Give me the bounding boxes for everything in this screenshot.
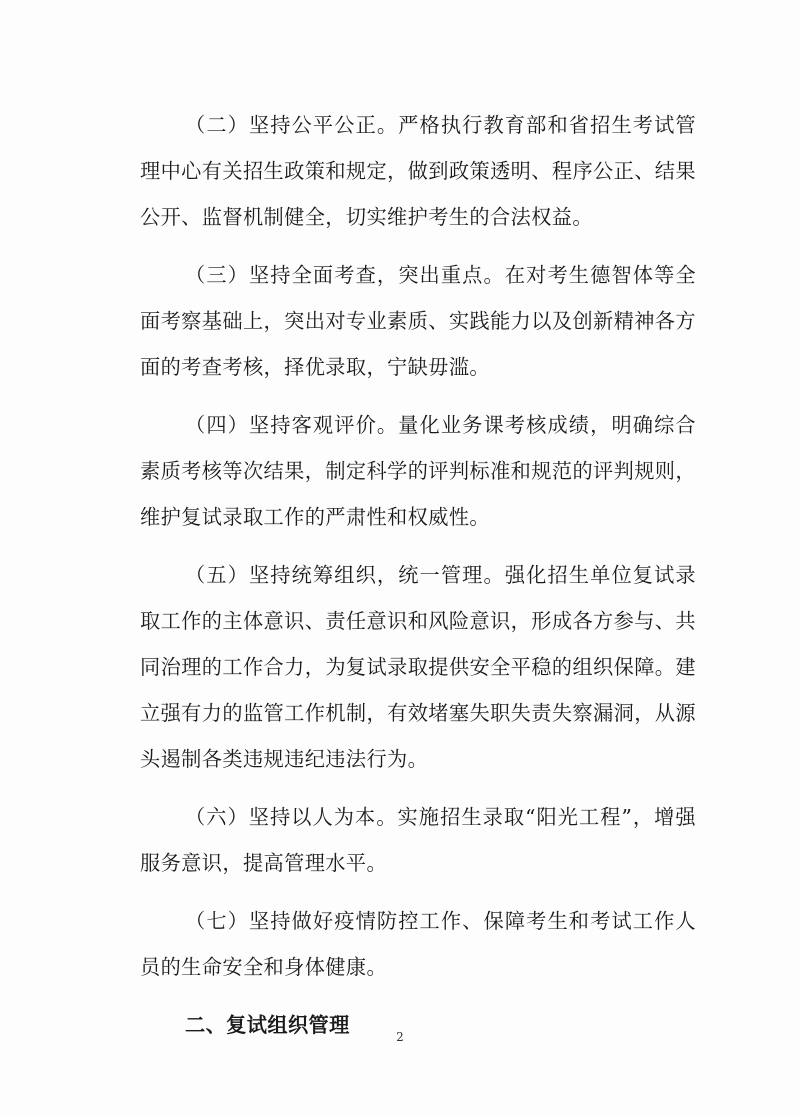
paragraph-unified-management: （五）坚持统筹组织，统一管理。强化招生单位复试录取工作的主体意识、责任意识和风险意识，形成各方参与、共同治理的工作合力，为复试录取提供安全平稳的组织保障。建立强有力的监管工作机制，有效堵塞失职失责失察漏洞，从源头遏制各类违规违纪违法行为。 (140, 563, 696, 771)
section-heading: 二、复试组织管理 (185, 1013, 350, 1037)
page-number: 2 (396, 1030, 404, 1044)
document-body (140, 102, 696, 1048)
paragraph-objective-evaluation: （四）坚持客观评价。量化业务课考核成绩，明确综合素质考核等次结果，制定科学的评判标准和规范的评判规则，维护复试录取工作的严肃性和权威性。 (140, 413, 696, 529)
paragraph-people-oriented: （六）坚持以人为本。实施招生录取“阳光工程”，增强服务意识，提高管理水平。 (140, 805, 696, 875)
paragraph-comprehensive-exam: （三）坚持全面考查，突出重点。在对考生德智体等全面考察基础上，突出对专业素质、实践能力以及创新精神各方面的考查考核，择优录取，宁缺毋滥。 (140, 263, 696, 379)
paragraph-fair-justice: （二）坚持公平公正。严格执行教育部和省招生考试管理中心有关招生政策和规定，做到政策透明、程序公正、结果公开、监督机制健全，切实维护考生的合法权益。 (140, 113, 696, 229)
paragraph-epidemic-prevention: （七）坚持做好疫情防控工作、保障考生和考试工作人员的生命安全和身体健康。 (140, 909, 696, 979)
